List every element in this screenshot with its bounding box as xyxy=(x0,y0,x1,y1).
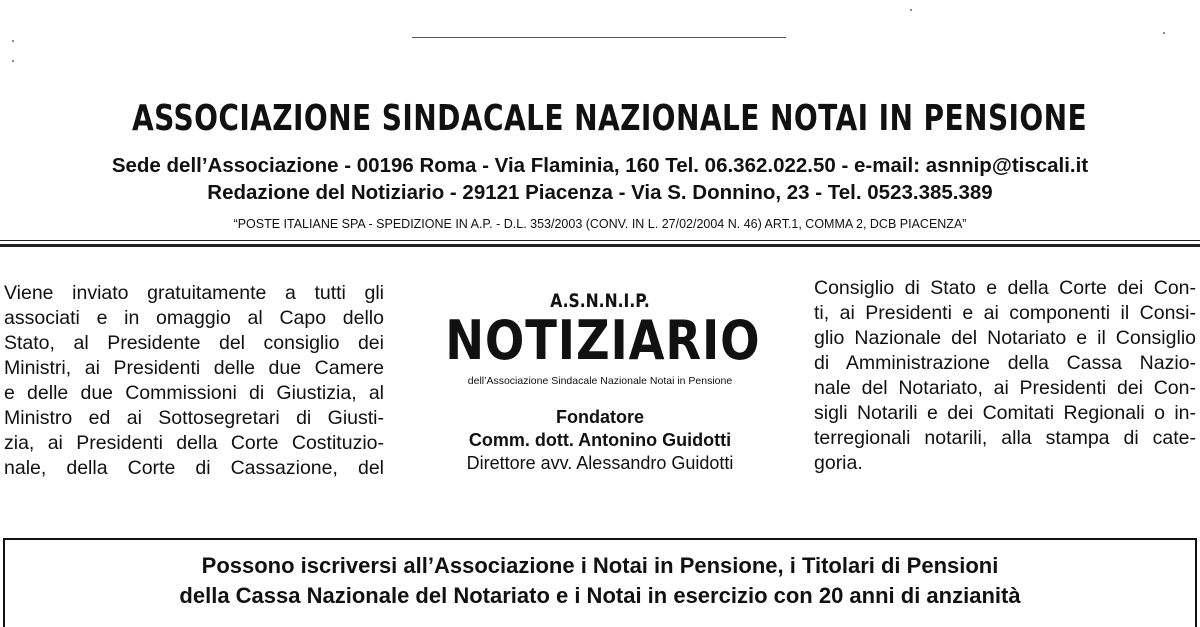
text-line: Viene inviato gratuitamente a tutti gli xyxy=(4,282,384,304)
print-speck xyxy=(12,60,14,62)
editorial-address: Redazione del Notiziario - 29121 Piacenza - Via S. Donnino, 23 - Tel. 0523.385.389 xyxy=(207,181,993,204)
text-line: ti, ai Presidenti e ai componenti il Consi- xyxy=(814,302,1196,324)
distribution-text-right xyxy=(814,276,1196,476)
text-line: sigli Notarili e dei Comitati Regionali o in- xyxy=(814,402,1196,424)
print-speck xyxy=(910,9,912,11)
postal-notice: “POSTE ITALIANE SPA - SPEDIZIONE IN A.P. - D.L. 353/2003 (CONV. IN L. 27/02/2004 N. 46) ART.1, COMMA 2, DCB PIACENZA” xyxy=(233,217,967,231)
text-line: nale del Notariato, ai Presidenti dei Con- xyxy=(814,377,1196,399)
membership-notice-line: della Cassa Nazionale del Notariato e i Notai in esercizio con 20 anni di anzianità xyxy=(179,583,1021,608)
text-line: associati e in omaggio al Capo dello xyxy=(4,307,384,329)
header-divider-thin xyxy=(0,240,1200,241)
text-line: Consiglio di Stato e della Corte dei Con- xyxy=(814,277,1196,299)
founder-label: Fondatore xyxy=(556,407,644,427)
text-line: terregionali notarili, alla stampa di cate- xyxy=(814,427,1196,449)
membership-notice-box xyxy=(3,538,1197,627)
masthead-acronym: A.S.N.N.I.P. xyxy=(550,290,650,312)
text-line: Stato, al Presidente del consiglio dei xyxy=(4,332,384,354)
masthead-subtitle: dell’Associazione Sindacale Nazionale Notai in Pensione xyxy=(467,375,733,387)
text-line: Ministro ed ai Sottosegretari di Giusti- xyxy=(4,407,384,429)
header-divider-thick xyxy=(0,244,1200,247)
text-line: Ministri, ai Presidenti delle due Camere xyxy=(4,357,384,379)
headquarters-address: Sede dell’Associazione - 00196 Roma - Via Flaminia, 160 Tel. 06.362.022.50 - e-mail: asnnip@tiscali.it xyxy=(111,154,1089,177)
director-name: Direttore avv. Alessandro Guidotti xyxy=(466,453,734,473)
distribution-text-left xyxy=(4,281,384,481)
print-speck xyxy=(1163,32,1165,34)
masthead xyxy=(420,290,780,474)
membership-notice-line: Possono iscriversi all’Associazione i Notai in Pensione, i Titolari di Pensioni xyxy=(201,553,999,578)
text-line: zia, ai Presidenti della Corte Costituzio- xyxy=(4,432,384,454)
text-line: di Amministrazione della Cassa Nazio- xyxy=(814,352,1196,374)
text-line: nale, della Corte di Cassazione, del xyxy=(4,457,384,479)
text-line: e delle due Commissioni di Giustizia, al xyxy=(4,382,384,404)
founder-name: Comm. dott. Antonino Guidotti xyxy=(468,430,732,450)
organization-title: ASSOCIAZIONE SINDACALE NAZIONALE NOTAI IN PENSIONE xyxy=(132,98,1088,139)
text-line: goria. xyxy=(814,452,863,474)
text-line: glio Nazionale del Notariato e il Consiglio xyxy=(814,327,1196,349)
top-rule xyxy=(412,37,786,38)
masthead-title: NOTIZIARIO xyxy=(445,309,761,372)
print-speck xyxy=(12,40,14,42)
